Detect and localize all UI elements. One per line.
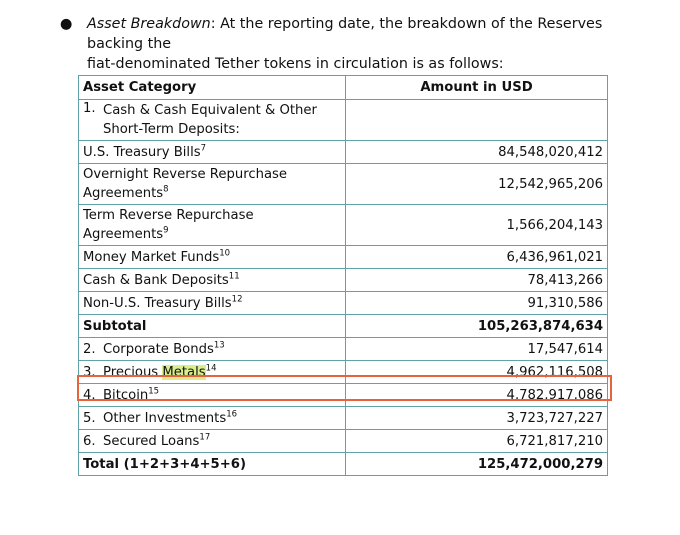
- row-amount: 3,723,727,227: [346, 407, 608, 430]
- table-row: [79, 338, 608, 361]
- item-number: 4.: [83, 387, 96, 403]
- intro-line1: : At the reporting date, the breakdown of the Reserves backing the: [87, 16, 603, 52]
- row-label: [79, 407, 346, 430]
- footnote-ref: 16: [226, 409, 238, 420]
- footnote-ref: 11: [228, 271, 240, 282]
- row-label-text: Overnight Reverse Repurchase: [83, 167, 288, 182]
- footnote-ref: 15: [148, 386, 160, 397]
- footnote-ref: 8: [163, 184, 169, 195]
- row-label: [79, 338, 346, 361]
- row-amount: 17,547,614: [346, 338, 608, 361]
- cash-label-line2: Short-Term Deposits:: [103, 122, 240, 137]
- table-row: [79, 292, 608, 315]
- footnote-ref: 9: [163, 225, 169, 236]
- header-category: Asset Category: [79, 76, 346, 100]
- header-amount: Amount in USD: [346, 76, 608, 100]
- total-row: [79, 453, 608, 476]
- row-label: [79, 292, 346, 315]
- row-label-text: Secured Loans: [103, 433, 200, 449]
- table-row-highlighted: [79, 361, 608, 384]
- table-row: [79, 384, 608, 407]
- cash-label-line1: Cash & Cash Equivalent & Other: [103, 103, 317, 118]
- row-label: [79, 384, 346, 407]
- table-row: [79, 141, 608, 164]
- row-amount: 4,782,917,086: [346, 384, 608, 407]
- row-amount: 84,548,020,412: [346, 141, 608, 164]
- item-number: 3.: [83, 364, 96, 380]
- row-label-text: U.S. Treasury Bills: [83, 144, 201, 160]
- table-row: [79, 430, 608, 453]
- highlighted-word: Metals: [162, 364, 206, 380]
- row-label: [79, 430, 346, 453]
- footnote-ref: 13: [213, 340, 225, 351]
- row-label: [79, 269, 346, 292]
- row-amount: 4,962,116,508: [346, 361, 608, 384]
- table-header-row: [79, 76, 608, 100]
- row-label-text: Precious: [103, 364, 163, 380]
- cash-amount-cell: [346, 100, 608, 141]
- item-number: 2.: [83, 341, 96, 357]
- cash-category-cell: [79, 100, 346, 141]
- row-label-text: Corporate Bonds: [103, 341, 214, 357]
- table-row: [79, 246, 608, 269]
- row-label-text: Bitcoin: [103, 387, 149, 403]
- intro-title: Asset Breakdown: [87, 16, 211, 32]
- row-label-text: Agreements: [83, 227, 164, 242]
- row-amount: 1,566,204,143: [346, 205, 608, 246]
- subtotal-label: Subtotal: [79, 315, 346, 338]
- row-label: [79, 361, 346, 384]
- row-amount: 91,310,586: [346, 292, 608, 315]
- table-row: [79, 164, 608, 205]
- footnote-ref: 10: [219, 248, 231, 259]
- footnote-ref: 7: [200, 143, 207, 154]
- row-label-text: Non-U.S. Treasury Bills: [83, 295, 232, 311]
- row-label-text: Other Investments: [103, 410, 227, 426]
- table-row: [79, 100, 608, 141]
- row-label-text: Cash & Bank Deposits: [83, 272, 229, 288]
- row-label: [79, 141, 346, 164]
- table-row: [79, 407, 608, 430]
- footnote-ref: 14: [205, 363, 217, 374]
- item-number: 1.: [83, 101, 96, 116]
- intro-line2: fiat-denominated Tether tokens in circulation is as follows:: [87, 56, 504, 72]
- row-amount: 6,436,961,021: [346, 246, 608, 269]
- subtotal-amount: 105,263,874,634: [346, 315, 608, 338]
- row-amount: 6,721,817,210: [346, 430, 608, 453]
- row-label: [79, 205, 346, 246]
- table-row: [79, 269, 608, 292]
- row-label: [79, 164, 346, 205]
- total-label: Total (1+2+3+4+5+6): [79, 453, 346, 476]
- footnote-ref: 12: [231, 294, 243, 305]
- row-label-text: Money Market Funds: [83, 249, 220, 265]
- row-label-text: Agreements: [83, 186, 164, 201]
- subtotal-row: [79, 315, 608, 338]
- footnote-ref: 17: [199, 432, 211, 443]
- row-label-text: Term Reverse Repurchase: [83, 208, 254, 223]
- item-number: 6.: [83, 433, 96, 449]
- row-amount: 12,542,965,206: [346, 164, 608, 205]
- reserves-table: [78, 75, 608, 476]
- row-label: [79, 246, 346, 269]
- total-amount: 125,472,000,279: [346, 453, 608, 476]
- table-row: [79, 205, 608, 246]
- item-number: 5.: [83, 410, 96, 426]
- row-amount: 78,413,266: [346, 269, 608, 292]
- bullet-icon: ●: [60, 16, 73, 32]
- intro-paragraph: [60, 14, 660, 74]
